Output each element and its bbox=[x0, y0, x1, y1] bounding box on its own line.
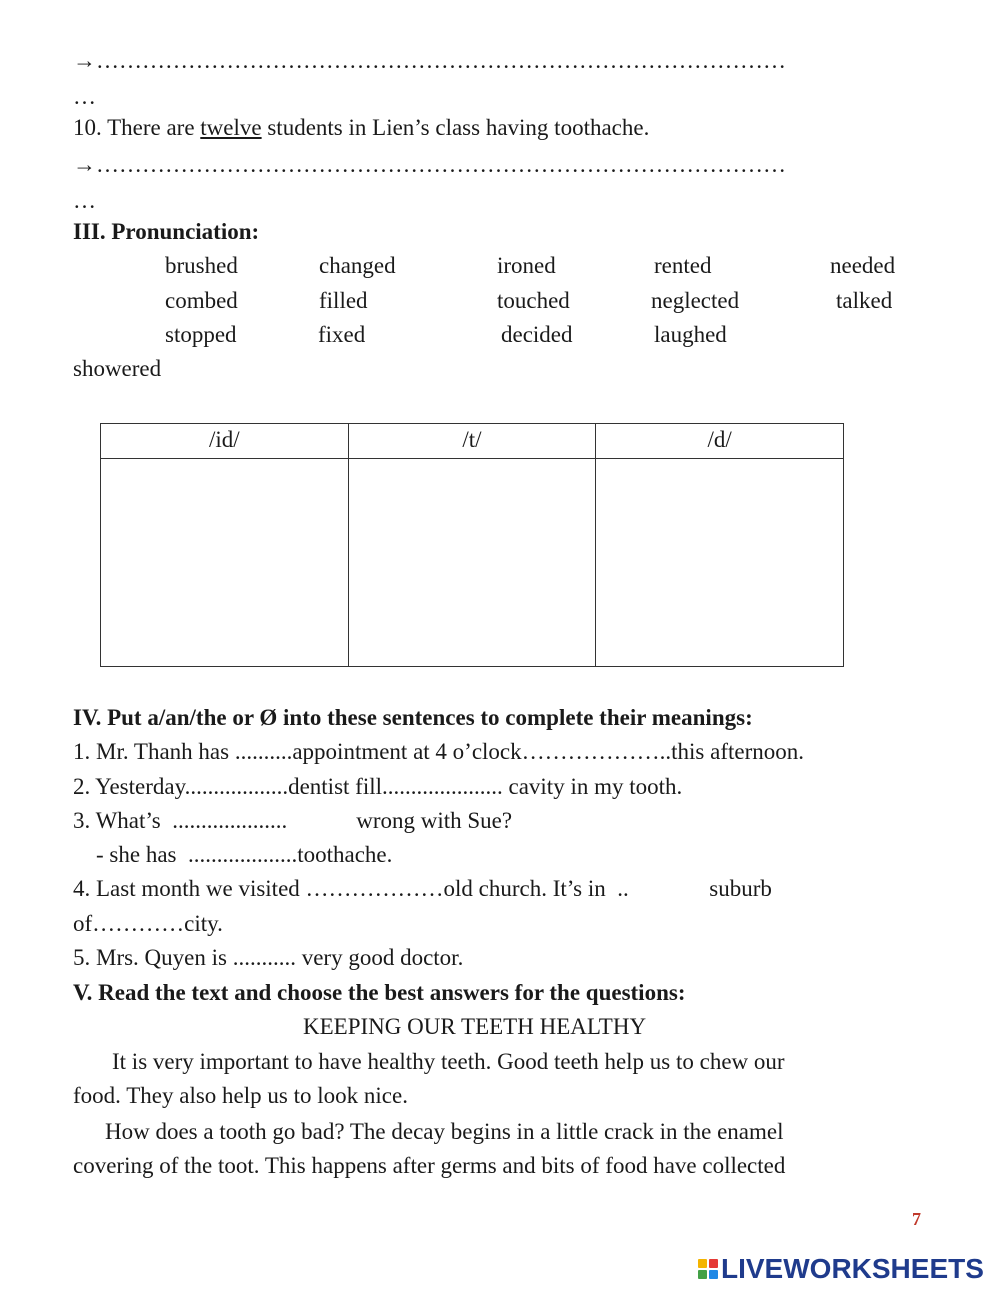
section-4-line: 4. Last month we visited ………………old church. It’s in .. suburb bbox=[73, 876, 772, 901]
answer-line-9[interactable]: →……………………………………………………………………………… bbox=[73, 48, 786, 73]
pronunciation-word: rented bbox=[654, 253, 712, 278]
liveworksheets-logo-text: LIVEWORKSHEETS bbox=[721, 1253, 984, 1284]
section-4-line: - she has ...................toothache. bbox=[73, 842, 393, 867]
pronunciation-word: touched bbox=[497, 288, 570, 313]
liveworksheets-logo[interactable] bbox=[698, 1253, 984, 1285]
pronunciation-word: neglected bbox=[651, 288, 740, 313]
liveworksheets-logo-icon bbox=[698, 1259, 718, 1279]
pronunciation-word: decided bbox=[501, 322, 573, 347]
question-10-suffix: students in Lien’s class having toothache. bbox=[261, 115, 650, 140]
pronunciation-word: stopped bbox=[165, 322, 237, 347]
pronunciation-word: combed bbox=[165, 288, 238, 313]
answer-line-10-continuation: … bbox=[73, 188, 96, 213]
table-header-d: /d/ bbox=[596, 424, 844, 459]
pronunciation-table bbox=[100, 423, 844, 667]
pronunciation-word: fixed bbox=[318, 322, 366, 347]
section-3-title: III. Pronunciation: bbox=[73, 219, 260, 244]
pronunciation-word: talked bbox=[836, 288, 893, 313]
section-4-line: of…………city. bbox=[73, 911, 223, 936]
answer-line-10[interactable]: →……………………………………………………………………………… bbox=[73, 152, 786, 177]
answer-cell-id[interactable] bbox=[101, 459, 349, 667]
section-4-line: 2. Yesterday..................dentist fill..................... cavity in my tooth. bbox=[73, 774, 683, 799]
section-4-line: 1. Mr. Thanh has ..........appointment at 4 o’clock………………..this afternoon. bbox=[73, 739, 804, 764]
passage-line: How does a tooth go bad? The decay begins in a little crack in the enamel bbox=[105, 1119, 784, 1144]
table-header-id: /id/ bbox=[101, 424, 349, 459]
passage-line: It is very important to have healthy teeth. Good teeth help us to chew our bbox=[112, 1049, 785, 1074]
answer-line-9-continuation: … bbox=[73, 84, 96, 109]
question-10-underlined-word: twelve bbox=[200, 115, 262, 140]
page-number: 7 bbox=[912, 1209, 921, 1229]
table-header-t: /t/ bbox=[348, 424, 596, 459]
section-4-line: 5. Mrs. Quyen is ........... very good doctor. bbox=[73, 945, 464, 970]
section-4-title: IV. Put a/an/the or Ø into these sentences to complete their meanings: bbox=[73, 705, 753, 730]
pronunciation-word: showered bbox=[73, 356, 162, 381]
pronunciation-word: changed bbox=[319, 253, 396, 278]
pronunciation-word: ironed bbox=[497, 253, 556, 278]
pronunciation-word: filled bbox=[319, 288, 368, 313]
question-10 bbox=[73, 114, 649, 142]
answer-cell-t[interactable] bbox=[348, 459, 596, 667]
question-10-prefix: 10. There are bbox=[73, 115, 201, 140]
answer-cell-d[interactable] bbox=[596, 459, 844, 667]
pronunciation-word: needed bbox=[830, 253, 896, 278]
pronunciation-word: laughed bbox=[654, 322, 727, 347]
section-5-title: V. Read the text and choose the best answers for the questions: bbox=[73, 980, 686, 1005]
pronunciation-word: brushed bbox=[165, 253, 238, 278]
section-4-line: 3. What’s .................... wrong with Sue? bbox=[73, 808, 513, 833]
passage-line: food. They also help us to look nice. bbox=[73, 1083, 408, 1108]
passage-title: KEEPING OUR TEETH HEALTHY bbox=[303, 1014, 647, 1039]
passage-line: covering of the toot. This happens after germs and bits of food have collected bbox=[73, 1153, 786, 1178]
